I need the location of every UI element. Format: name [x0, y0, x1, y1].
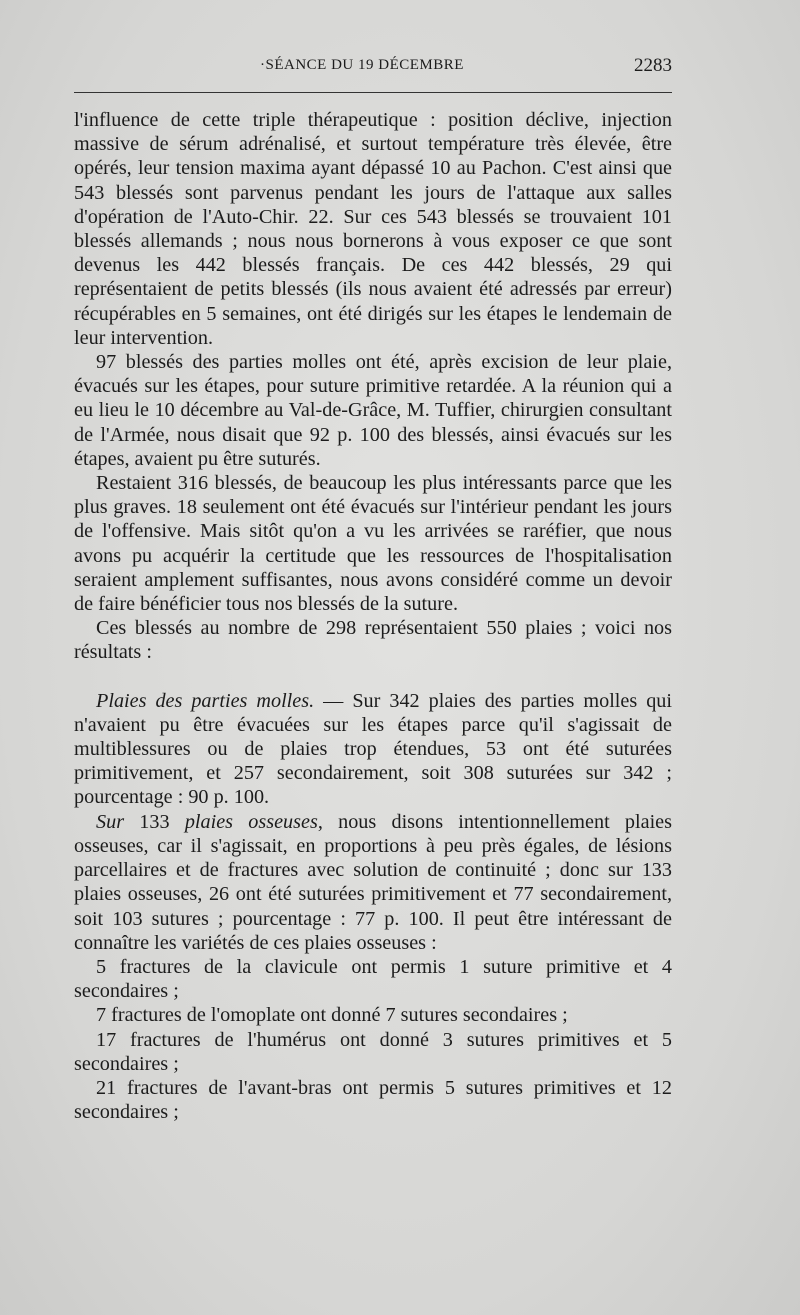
paragraph-9: 17 fractures de l'humérus ont donné 3 sutures primitives et 5 secondaires ;: [74, 1028, 672, 1075]
header-rule: [74, 92, 672, 93]
section-heading-bone-wounds: plaies osseuses: [184, 810, 318, 833]
paragraph-4: Ces blessés au nombre de 298 représentaient 550 plaies ; voici nos résultats :: [74, 617, 672, 664]
paragraph-5-text: — Sur 342 plaies des parties molles qui n'avaient pu être évacuées sur les étapes parce qu'il s'agissait de multiblessures ou de plaies trop étendues, 53 ont été suturées primitivement, et 257 secondairement, soit 308 suturées sur 342 ; pourcentage : 90 p. 100.: [74, 689, 673, 809]
paragraph-5: [74, 689, 672, 810]
paragraph-6: [74, 810, 672, 955]
paragraph-6-sur: Sur: [96, 810, 125, 833]
paragraph-6-text: , nous disons intentionnellement plaies osseuses, car il s'agissait, en proportions à peu près égales, de lésions parcellaires et de fractures avec solution de continuité ; donc sur 133 plaies osseuses, 26 ont été suturées primitivement et 77 secondairement, soit 103 sutures ; pourcentage : 77 p. 100. Il peut être intéressant de connaître les variétés de ces plaies osseuses :: [74, 810, 673, 954]
section-heading-soft-tissue: Plaies des parties molles.: [96, 689, 315, 712]
page-number: 2283: [634, 55, 672, 76]
paragraph-8: 7 fractures de l'omoplate ont donné 7 sutures secondaires ;: [96, 1004, 568, 1027]
paragraph-7: 5 fractures de la clavicule ont permis 1 suture primitive et 4 secondaires ;: [74, 955, 672, 1003]
paragraph-6-count: 133: [124, 810, 185, 833]
body-text: [74, 108, 672, 1124]
paragraph-10: 21 fractures de l'avant-bras ont permis 5 sutures primitives et 12 secondaires ;: [74, 1076, 672, 1124]
paragraph-3: Restaient 316 blessés, de beaucoup les plus intéressants parce que les plus graves. 18 seulement ont été évacués sur l'intérieur pendant les jours de l'offensive. Mais sitôt qu'on a vu les arrivées se raréfier, que nous avons pu acquérir la certitude que les ressources de l'hospitalisation seraient amplement suffisantes, nous avons considéré comme un devoir de faire bénéficier tous nos blessés de la suture.: [74, 472, 672, 616]
running-header-title: ·SÉANCE DU 19 DÉCEMBRE: [260, 57, 464, 73]
paragraph-1: l'influence de cette triple thérapeutique : position déclive, injection massive de sérum adrénalisé, et surtout température très élevée, être opérés, leur tension maxima ayant dépassé 10 au Pachon. C'est ainsi que 543 blessés sont parvenus pendant les jours de l'attaque aux salles d'opération de l'Auto-Chir. 22. Sur ces 543 blessés se trouvaient 101 blessés allemands ; nous nous bornerons à vous exposer ce que sont devenus les 442 blessés français. De ces 442 blessés, 29 qui représentaient de petits blessés (ils nous avaient été adressés par erreur) récupérables en 5 semaines, ont été dirigés sur les étapes le lendemain de leur intervention.: [74, 109, 672, 349]
paragraph-2: 97 blessés des parties molles ont été, après excision de leur plaie, évacués sur les étapes, pour suture primitive retardée. A la réunion qui a eu lieu le 10 décembre au Val-de-Grâce, M. Tuffier, chirurgien consultant de l'Armée, nous disait que 92 p. 100 des blessés, ainsi évacués sur les étapes, avaient pu être suturés.: [74, 351, 672, 470]
